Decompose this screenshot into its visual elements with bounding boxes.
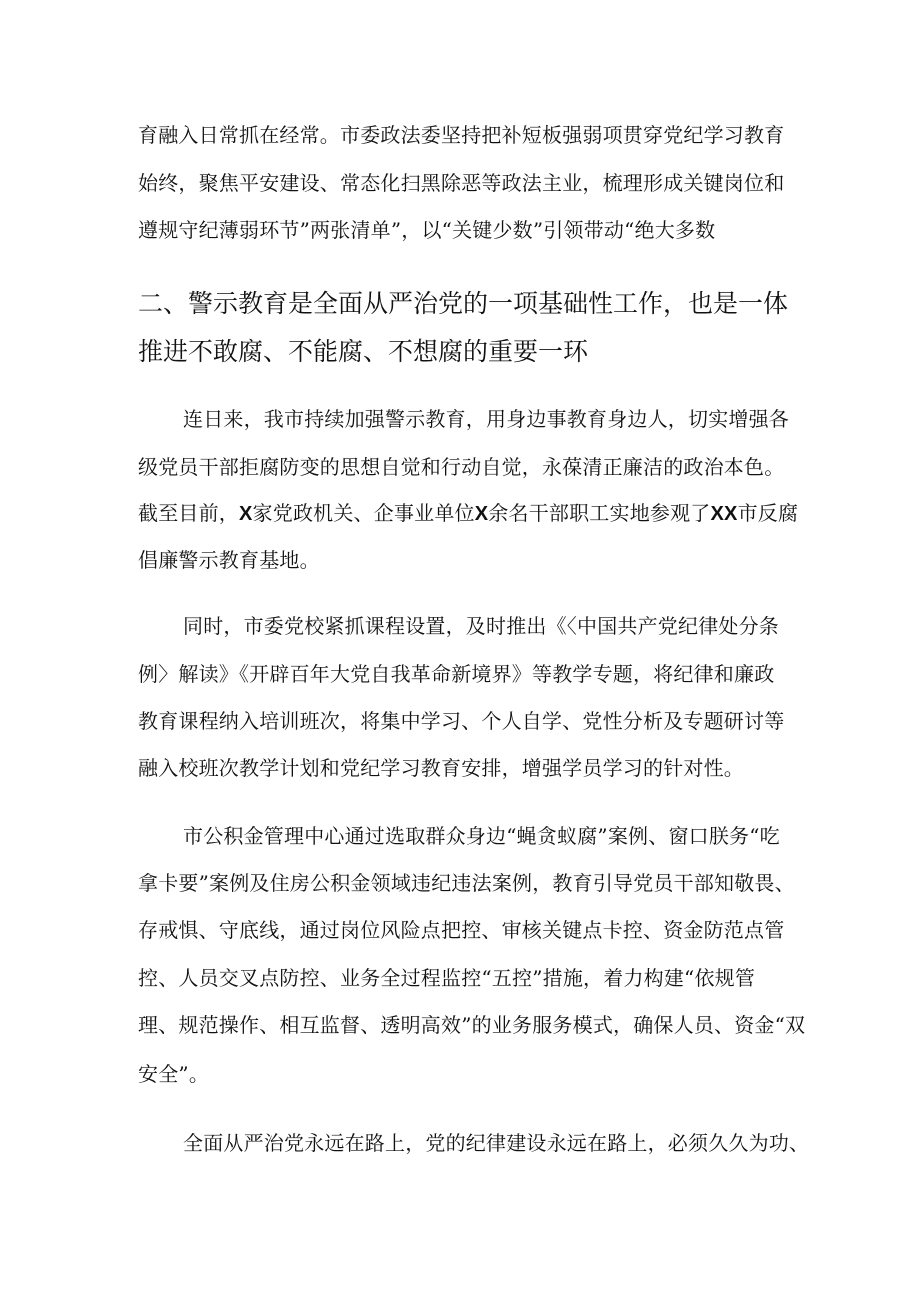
text-line: 全面从严治党永远在路上，党的纪律建设永远在路上，必须久久为功、 [183,1131,810,1155]
placeholder-x: X [239,503,253,525]
text-line: 控、人员交叉点防控、业务全过程监控“五控”措施，着力构建“依规管 [138,966,756,990]
text-line: 教育课程纳入培训班次，将集中学习、个人自学、党性分析及专题研讨等 [138,709,785,733]
text-line: 安全”。 [138,1062,210,1086]
placeholder-x: X [474,503,489,525]
text-line: 遵规守纪薄弱环节”两张清单”，以“关键少数”引领带动“绝大多数 [138,218,716,242]
text-line [138,493,799,534]
section-heading: 二、警示教育是全面从严治党的一项基础性工作，也是一体 [138,289,789,318]
text-line: 拿卡要”案例及住房公积金领域违纪违法案例，教育引导党员干部知敬畏、 [138,871,795,895]
text-line: 例〉解读》《开辟百年大党自我革命新境界》等教学专题，将纪律和廉政 [138,662,775,686]
text-line: 市公积金管理中心通过选取群众身边“蝇贪蚁腐”案例、窗口朕务“吃 [183,824,780,848]
text-line: 始终，聚焦平安建设、常态化扫黑除恶等政法主业，梳理形成关键岗位和 [138,171,785,195]
text-fragment: 家党政机关、企事业单位 [252,501,475,525]
text-line: 存戒惧、守底线，通过岗位风险点把控、审核关键点卡控、资金防范点管 [138,918,785,942]
text-line: 级党员干部拒腐防变的思想自觉和行动自觉，永葆清正廉洁的政治本色。 [138,455,785,479]
text-line: 同时，市委党校紧抓课程设置，及时推出《〈中国共产党纪律处分条 [183,614,779,638]
text-line: 连日来，我市持续加强警示教育，用身边事教育身边人，切实增强各 [183,407,789,431]
text-line: 融入校班次教学计划和党纪学习教育安排，增强学员学习的针对性。 [138,756,744,780]
section-heading: 推进不敢腐、不能腐、不想腐的重要一环 [138,337,589,366]
text-line: 理、规范操作、相互监督、透明高效”的业务服务模式，确保人员、资金“双 [138,1013,806,1037]
text-fragment: 市反腐 [737,501,799,525]
text-fragment: 截至目前， [138,501,239,525]
text-line: 倡廉警示教育基地。 [138,548,320,572]
placeholder-xx: XX [710,503,738,525]
text-fragment: 余名干部职工实地参观了 [488,501,711,525]
text-line: 育融入日常抓在经常。市委政法委坚持把补短板强弱项贯穿党纪学习教育 [138,123,785,147]
